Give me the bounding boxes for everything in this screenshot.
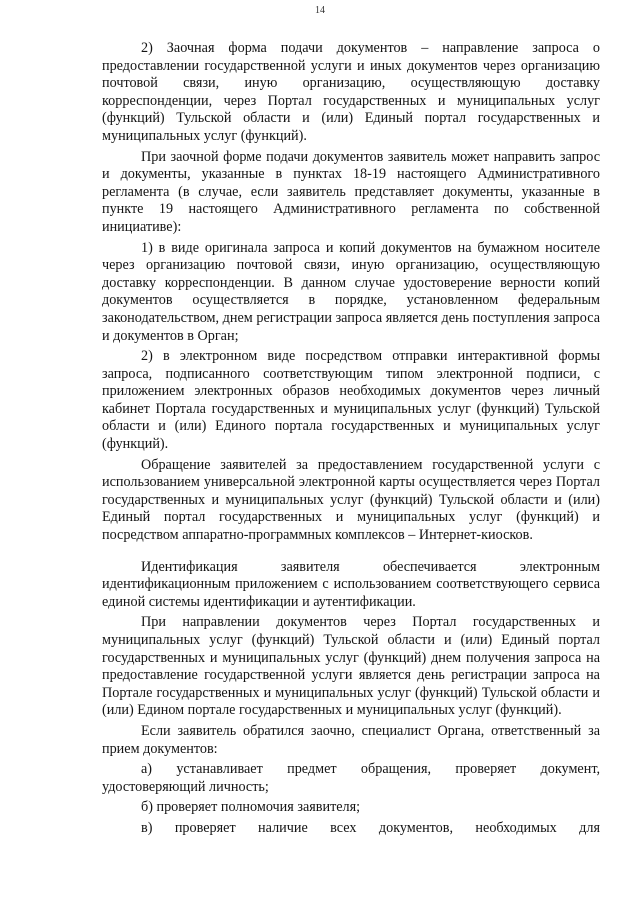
paragraph-universal-card: Обращение заявителей за предоставлением государственной услуги с использованием универсальной электронной карты осуществляется через Портал государственных и муниципальных услуг (функций) Тульской области и (или) Единый портал государственных и муниципальных услуг (функций) и посредством аппаратно-программных комплексов – Интернет-киосков. [102,456,600,544]
paragraph-paper-original: 1) в виде оригинала запроса и копий документов на бумажном носителе через организацию почтовой связи, иную организацию, осуществляющую доставку корреспонденции. В данном случае удостоверение верности копий документов осуществляется в порядке, установленном федеральным законодательством, днем регистрации запроса является день поступления запроса и документов в Орган; [102,239,600,344]
list-item-a: а) устанавливает предмет обращения, проверяет документ, удостоверяющий личность; [102,761,600,795]
paragraph-correspondence-form: 2) Заочная форма подачи документов – направление запроса о предоставлении государственной услуги и иных документов через организацию почтовой связи, иную организацию, осуществляющую доставку корреспонденции, через Портал государственных и муниципальных услуг (функций) Тульской области и (или) Единый портал государственных и муниципальных услуг (функций). [102,40,600,144]
paragraph-correspondence-request: При заочной форме подачи документов заявитель может направить запрос и документы, указанные в пунктах 18-19 настоящего Административного регламента (в случае, если заявитель представляет документы, указанные в пункте 19 настоящего Административного регламента по собственной инициативе): [102,148,600,235]
paragraph-identification: Идентификация заявителя обеспечивается электронным идентификационным приложением с использованием соответствующего сервиса единой системы идентификации и аутентификации. [102,558,600,610]
document-body [102,40,600,838]
paragraph-electronic-form: 2) в электронном виде посредством отправки интерактивной формы запроса, подписанного соответствующим типом электронной подписи, с приложением электронных образов необходимых документов через личный кабинет Портала государственных и муниципальных услуг (функций) Тульской области и (или) Единого портала государственных и муниципальных услуг (функций). [102,348,600,453]
list-item-v: в) проверяет наличие всех документов, необходимых для [141,819,600,836]
paragraph-portal-receipt-date: При направлении документов через Портал государственных и муниципальных услуг (функций) Тульской области и (или) Единый портал государственных и муниципальных услуг (функций) днем получения запроса на предоставление государственной услуги является день регистрации запроса на Портале государственных и муниципальных услуг (функций) Тульской области и (или) Едином портале государственных и муниципальных услуг (функций). [102,614,600,719]
page-number: 14 [315,5,325,16]
paragraph-specialist-duties: Если заявитель обратился заочно, специалист Органа, ответственный за прием документов: [102,722,600,757]
list-item-b: б) проверяет полномочия заявителя; [141,799,361,816]
